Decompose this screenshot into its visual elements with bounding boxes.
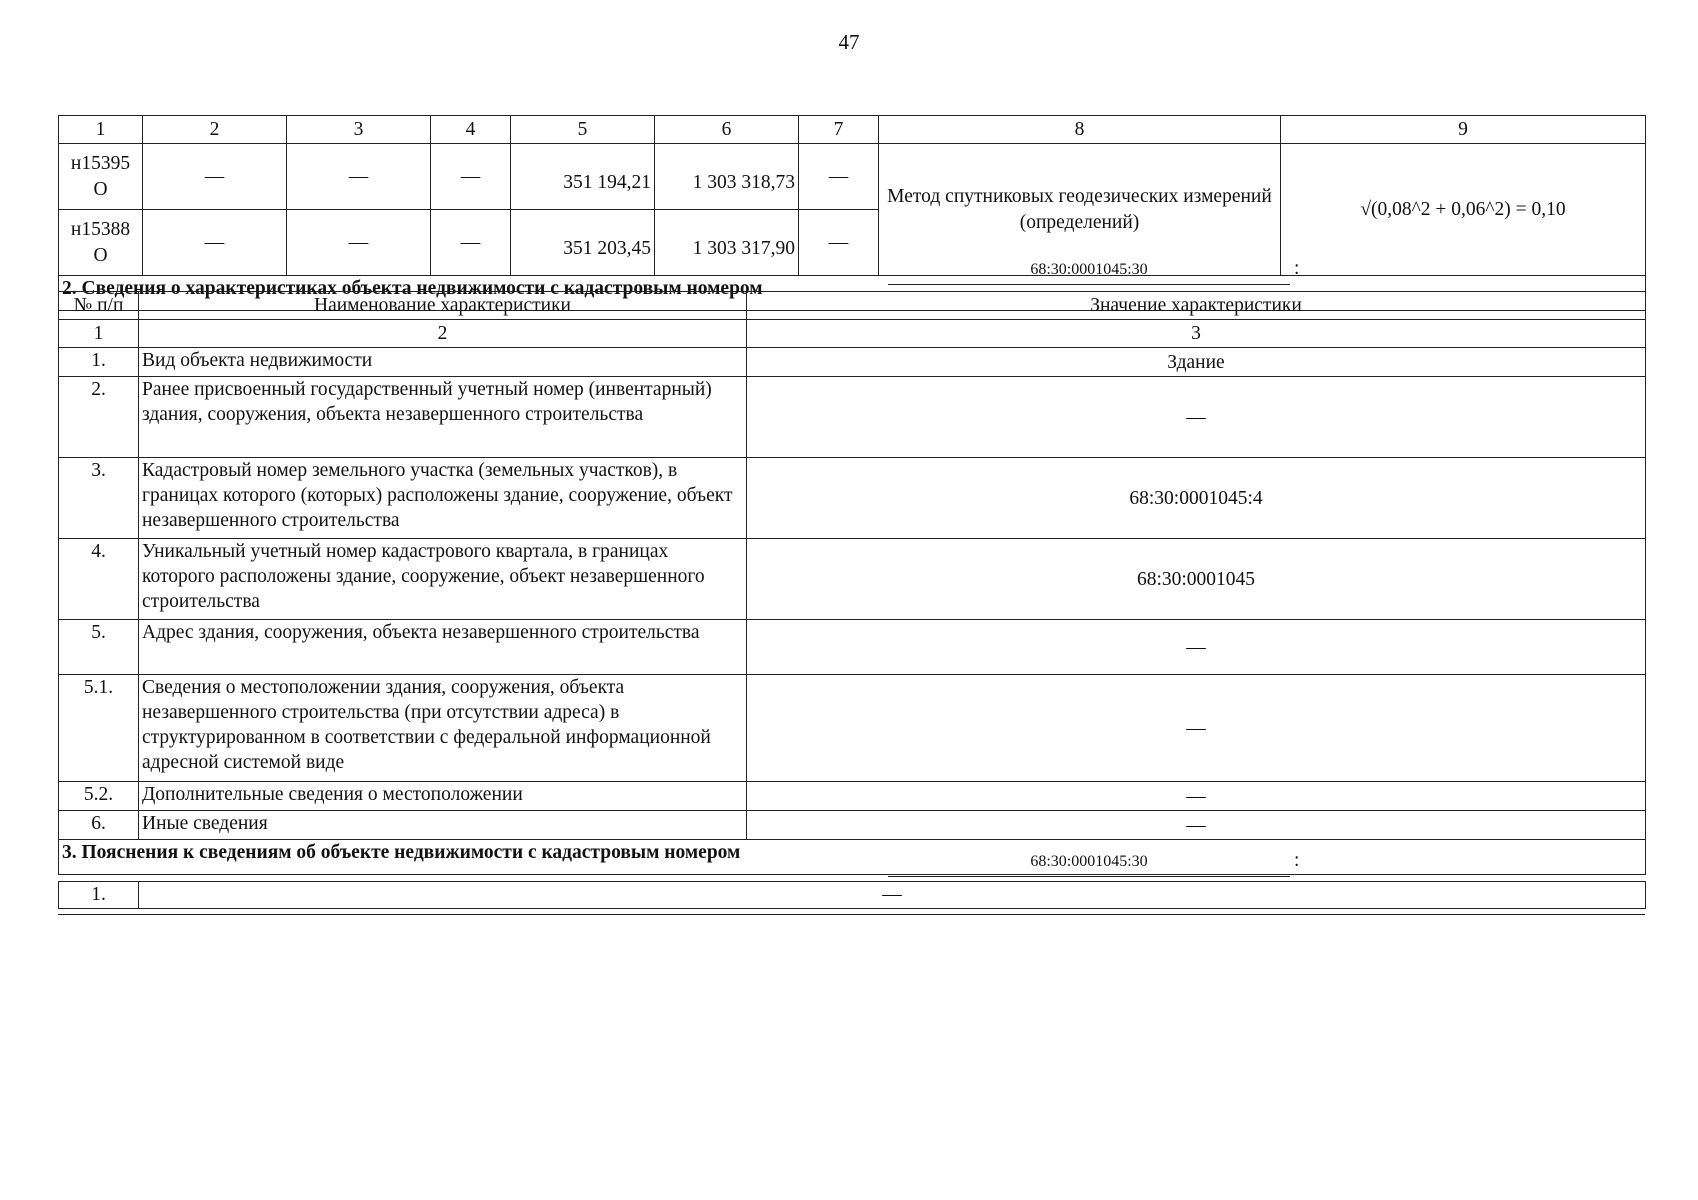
coordinate-x: 351 203,45 xyxy=(511,210,655,276)
section-2-colon: : xyxy=(1294,258,1300,279)
row-number: 1. xyxy=(59,882,139,909)
column-number: 3 xyxy=(747,320,1646,348)
table-row xyxy=(59,539,1646,620)
row-number: 1. xyxy=(59,348,139,377)
characteristic-value: 68:30:0001045 xyxy=(747,539,1646,620)
column-number: 2 xyxy=(143,116,287,144)
table-row xyxy=(59,348,1646,377)
section-3-title-row xyxy=(59,840,1646,875)
table-row xyxy=(59,675,1646,782)
notes-table xyxy=(58,881,1646,909)
column-number: 1 xyxy=(59,320,139,348)
coordinate-x: 351 194,21 xyxy=(511,144,655,210)
row-number: 4. xyxy=(59,539,139,620)
characteristics-header-row xyxy=(59,292,1646,320)
characteristic-name: Дополнительные сведения о местоположении xyxy=(139,782,747,811)
column-number: 6 xyxy=(655,116,799,144)
column-number: 5 xyxy=(511,116,655,144)
point-name: н15388 О xyxy=(59,210,143,276)
column-number: 3 xyxy=(287,116,431,144)
column-numbers-row xyxy=(59,320,1646,348)
characteristic-value: — xyxy=(747,782,1646,811)
column-number: 2 xyxy=(139,320,747,348)
cell-value: — xyxy=(799,210,879,276)
characteristics-table xyxy=(58,291,1646,875)
column-number: 7 xyxy=(799,116,879,144)
coordinate-y: 1 303 317,90 xyxy=(655,210,799,276)
accuracy-formula: √(0,08^2 + 0,06^2) = 0,10 xyxy=(1281,144,1646,276)
column-number: 8 xyxy=(879,116,1281,144)
cell-value: — xyxy=(143,210,287,276)
column-number: 4 xyxy=(431,116,511,144)
characteristic-name: Кадастровый номер земельного участка (земельных участков), в границах которого (которых) расположены здание, сооружение, объект незавершенного строительства xyxy=(139,458,747,539)
header-value: Значение характеристики xyxy=(747,292,1646,320)
row-number: 3. xyxy=(59,458,139,539)
table-row xyxy=(59,458,1646,539)
table-row xyxy=(59,377,1646,458)
coordinate-y: 1 303 318,73 xyxy=(655,144,799,210)
characteristic-value: 68:30:0001045:4 xyxy=(747,458,1646,539)
point-name: н15395 О xyxy=(59,144,143,210)
table-row xyxy=(59,882,1646,909)
table-row xyxy=(59,144,1646,210)
coordinates-table xyxy=(58,115,1646,311)
measurement-method: Метод спутниковых геодезических измерений (определений) xyxy=(879,144,1281,276)
note-value: — xyxy=(139,882,1646,909)
table-row xyxy=(59,811,1646,840)
header-nn: № п/п xyxy=(59,292,139,320)
characteristic-name: Уникальный учетный номер кадастрового квартала, в границах которого расположены здание, сооружение, объект незавершенного строительства xyxy=(139,539,747,620)
characteristic-name: Вид объекта недвижимости xyxy=(139,348,747,377)
column-number: 1 xyxy=(59,116,143,144)
cell-value: — xyxy=(287,210,431,276)
characteristic-value: — xyxy=(747,811,1646,840)
column-number: 9 xyxy=(1281,116,1646,144)
page-number: 47 xyxy=(838,30,860,54)
section-3-title-cell xyxy=(59,840,1646,875)
header-name: Наименование характеристики xyxy=(139,292,747,320)
section-3-title: 3. Пояснения к сведениям об объекте недвижимости с кадастровым номером xyxy=(62,842,741,863)
row-number: 5.2. xyxy=(59,782,139,811)
cell-value: — xyxy=(287,144,431,210)
row-number: 2. xyxy=(59,377,139,458)
characteristic-name: Ранее присвоенный государственный учетный номер (инвентарный) здания, сооружения, объекта незавершенного строительства xyxy=(139,377,747,458)
row-number: 5.1. xyxy=(59,675,139,782)
row-number: 5. xyxy=(59,620,139,675)
characteristic-value: — xyxy=(747,675,1646,782)
table-row xyxy=(59,782,1646,811)
characteristic-name: Иные сведения xyxy=(139,811,747,840)
row-number: 6. xyxy=(59,811,139,840)
cell-value: — xyxy=(799,144,879,210)
coordinates-header-row xyxy=(59,116,1646,144)
characteristic-name: Адрес здания, сооружения, объекта незавершенного строительства xyxy=(139,620,747,675)
characteristic-value: — xyxy=(747,377,1646,458)
table-row xyxy=(59,620,1646,675)
characteristic-name: Сведения о местоположении здания, сооружения, объекта незавершенного строительства (при отсутствии адреса) в структурированном в соответствии с федеральной информационной адресной системой виде xyxy=(139,675,747,782)
characteristic-value: Здание xyxy=(747,348,1646,377)
cell-value: — xyxy=(431,144,511,210)
section-3-colon: : xyxy=(1294,850,1300,871)
cell-value: — xyxy=(143,144,287,210)
section-2-cadastral-number: 68:30:0001045:30 xyxy=(888,258,1290,285)
section-2-title: 2. Сведения о характеристиках объекта недвижимости с кадастровым номером xyxy=(62,278,763,299)
bottom-rule xyxy=(58,914,1645,915)
section-3-cadastral-number: 68:30:0001045:30 xyxy=(888,850,1290,877)
characteristic-value: — xyxy=(747,620,1646,675)
cell-value: — xyxy=(431,210,511,276)
